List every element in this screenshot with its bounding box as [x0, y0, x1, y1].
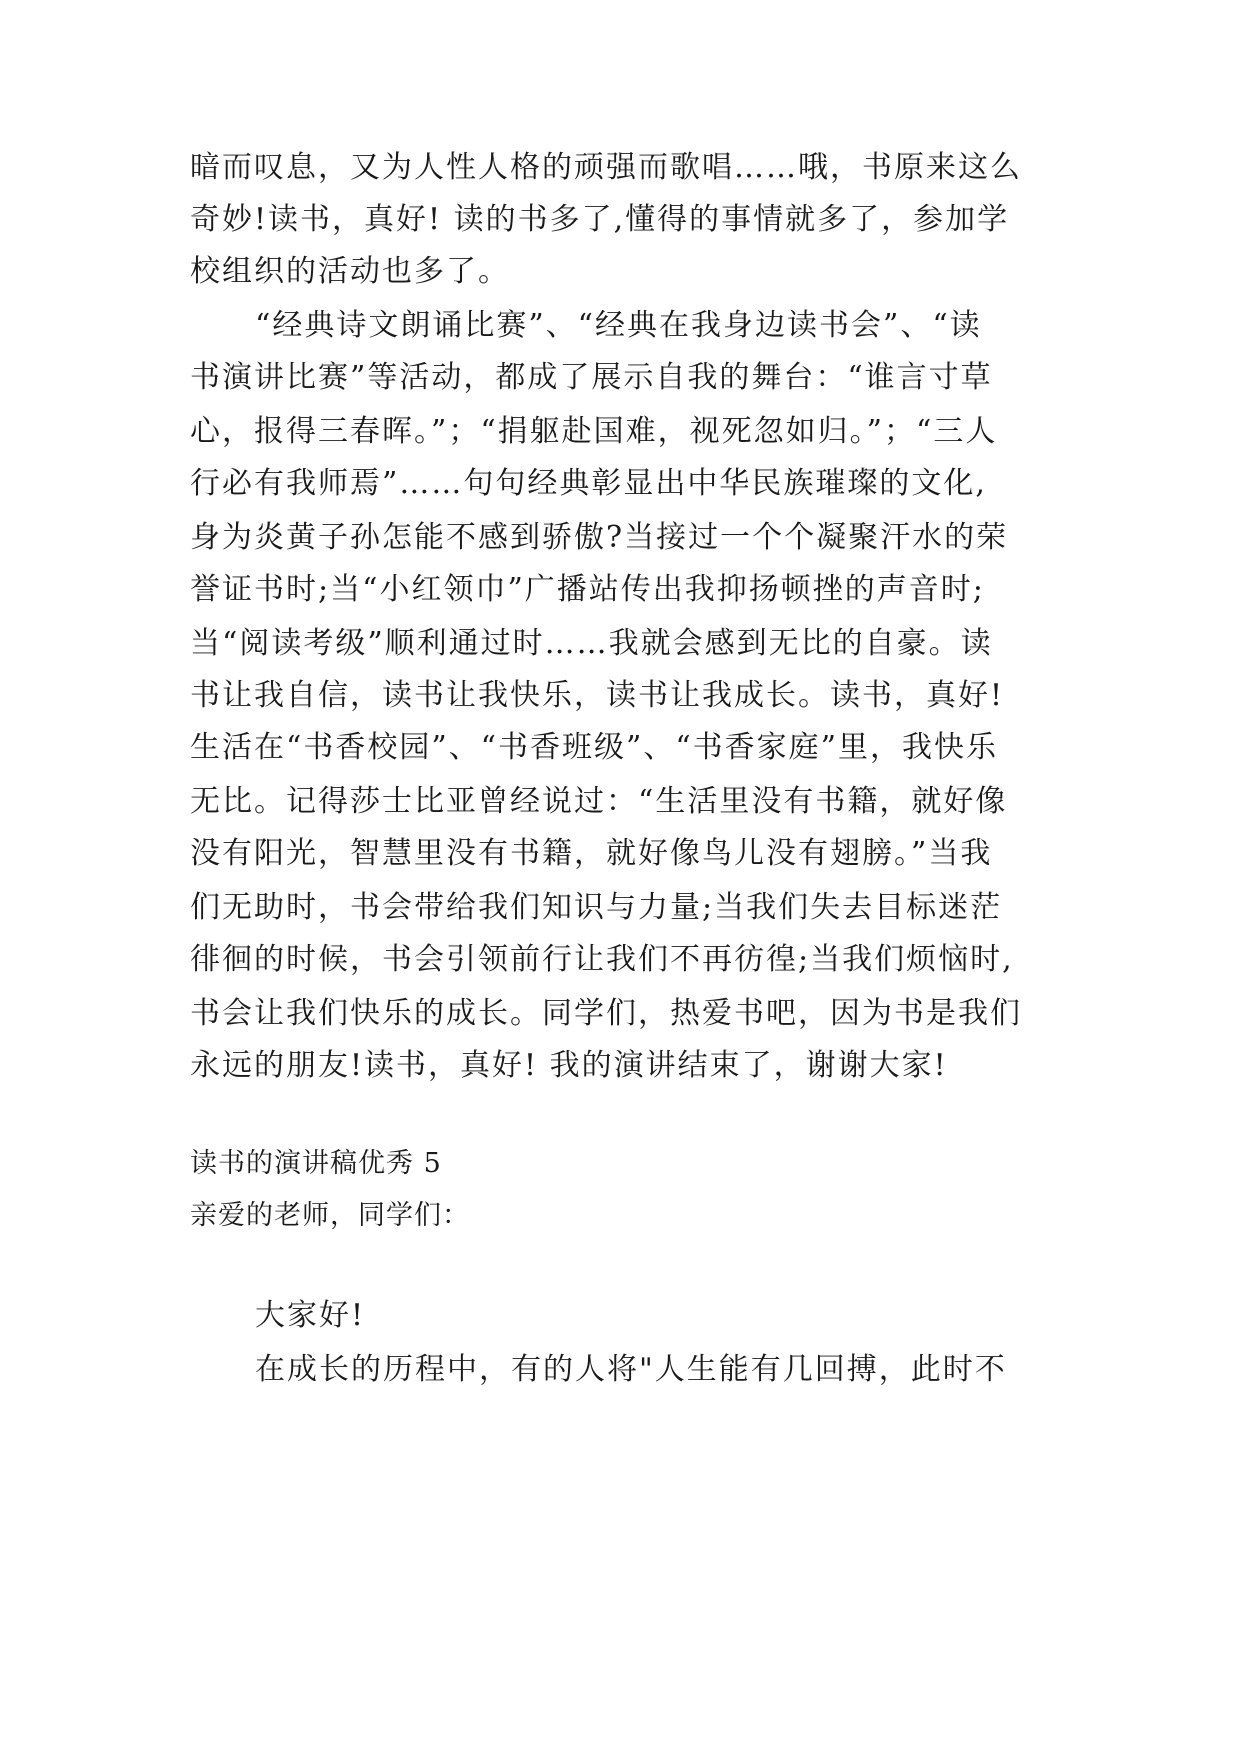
text-line: 行必有我师焉”……句句经典彰显出中华民族璀璨的文化, — [190, 466, 987, 501]
greeting: 大家好! — [255, 1298, 366, 1333]
text-line: 誉证书时;当“小红领巾”广播站传出我抑扬顿挫的声音时; — [190, 572, 985, 607]
text-line: 徘徊的时候，书会引领前行让我们不再彷徨;当我们烦恼时, — [190, 942, 1014, 977]
text-line: 书演讲比赛”等活动，都成了展示自我的舞台：“谁言寸草 — [190, 360, 993, 395]
text-line: 们无助时，书会带给我们知识与力量;当我们失去目标迷茫 — [190, 890, 1003, 925]
text-line: 当“阅读考级”顺利通过时……我就会感到无比的自豪。读 — [190, 626, 993, 661]
text-line: 心，报得三春晖。”；“捐躯赴国难，视死忽如归。”；“三人 — [190, 414, 998, 449]
text-line: 奇妙!读书，真好! 读的书多了,懂得的事情就多了，参加学 — [190, 202, 1010, 237]
text-line: 书让我自信，读书让我快乐，读书让我成长。读书，真好! — [190, 678, 1005, 713]
text-line: 暗而叹息，又为人性人格的顽强而歌唱……哦，书原来这么 — [190, 150, 1022, 185]
text-line: “经典诗文朗诵比赛”、“经典在我身边读书会”、“读 — [255, 308, 982, 343]
text-line: 校组织的活动也多了。 — [190, 254, 510, 289]
text-line: 书会让我们快乐的成长。同学们，热爱书吧，因为书是我们 — [190, 996, 1022, 1031]
text-line: 永远的朋友!读书，真好! 我的演讲结束了，谢谢大家! — [190, 1048, 948, 1083]
text-line: 身为炎黄子孙怎能不感到骄傲?当接过一个个凝聚汗水的荣 — [190, 520, 1009, 555]
salutation: 亲爱的老师，同学们： — [190, 1200, 470, 1231]
text-line: 没有阳光，智慧里没有书籍，就好像鸟儿没有翅膀。”当我 — [190, 836, 993, 871]
section-title: 读书的演讲稿优秀 5 — [190, 1148, 442, 1179]
text-line: 无比。记得莎士比亚曾经说过：“生活里没有书籍，就好像 — [190, 784, 1008, 819]
text-line: 生活在“书香校园”、“书香班级”、“书香家庭”里，我快乐 — [190, 730, 999, 765]
text-line: 在成长的历程中，有的人将"人生能有几回搏，此时不 — [255, 1352, 1007, 1387]
